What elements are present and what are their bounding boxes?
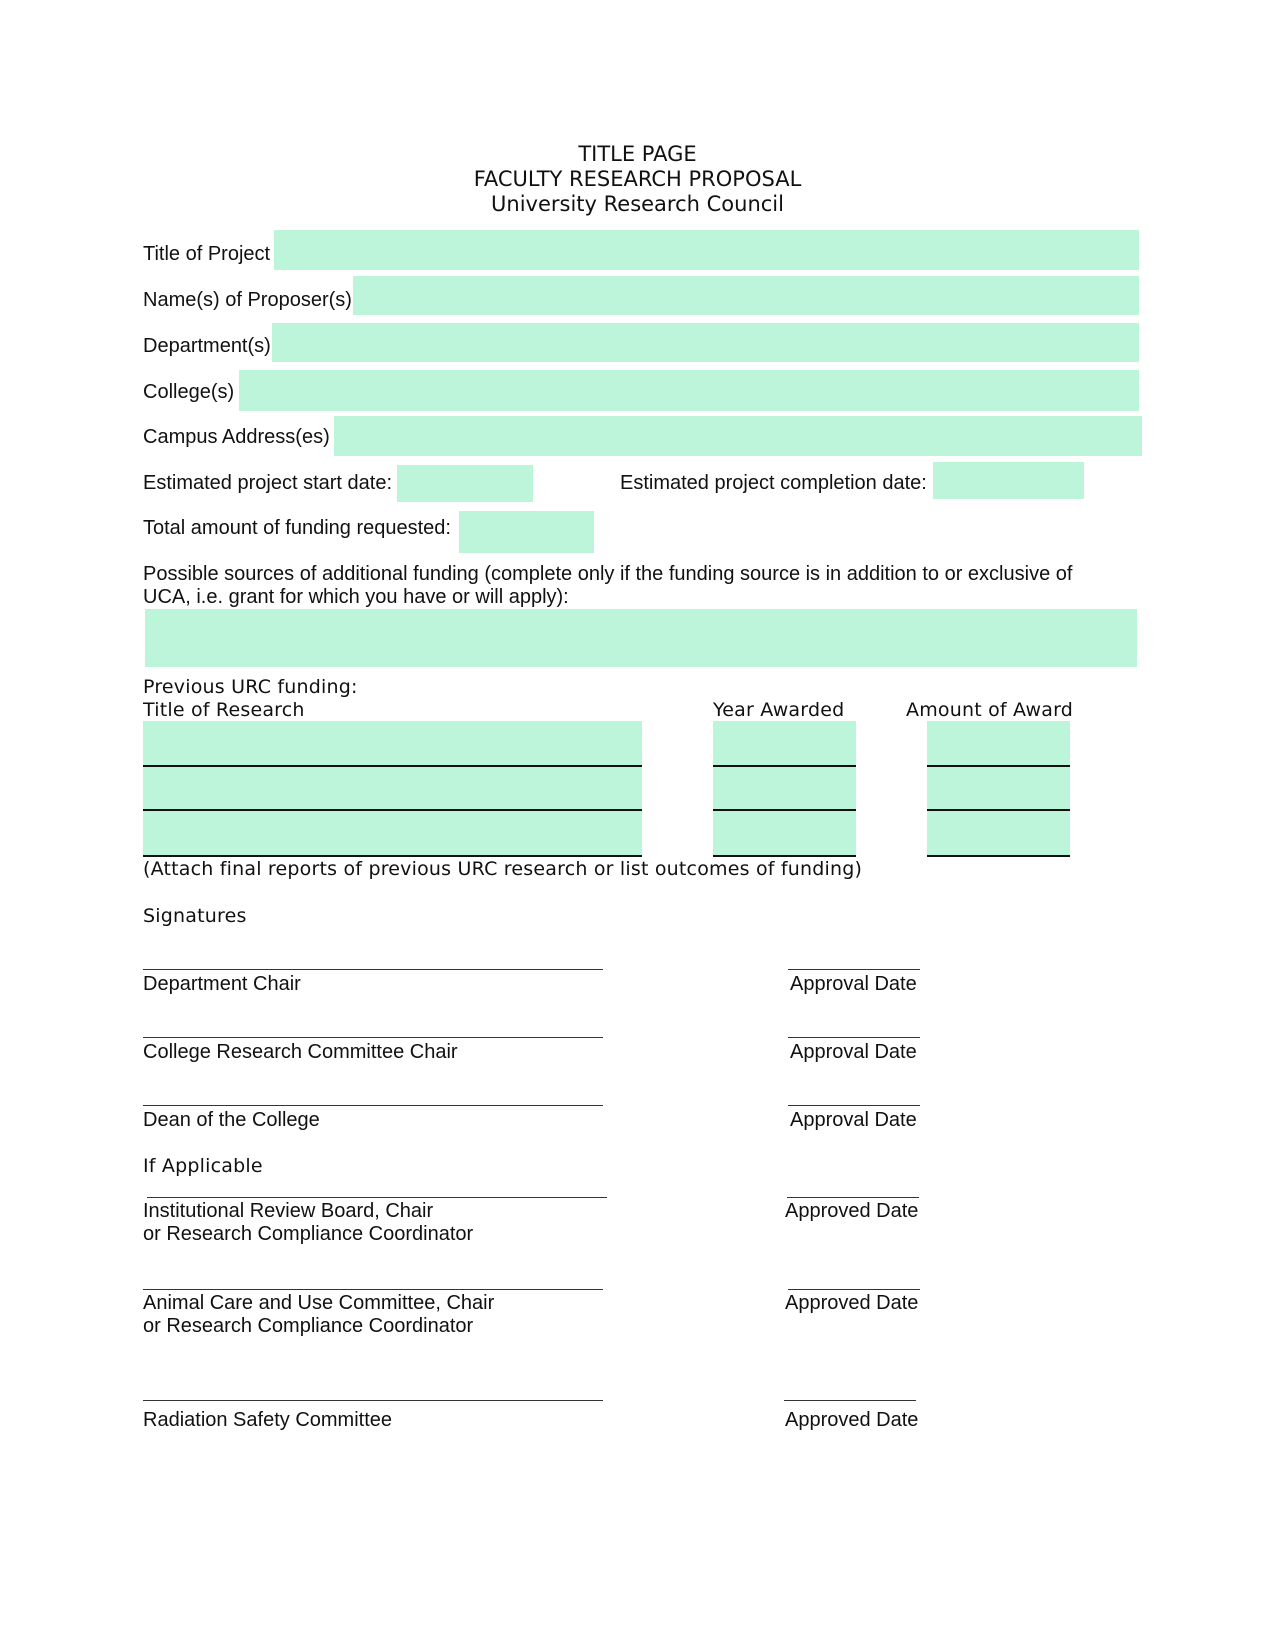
approved-date-label: Approved Date — [785, 1292, 919, 1314]
page-title: TITLE PAGE — [578, 142, 697, 166]
additional-funding-field[interactable] — [145, 609, 1137, 667]
form-title: FACULTY RESEARCH PROPOSAL — [473, 167, 802, 191]
row-divider — [713, 855, 856, 857]
funding-requested-label: Total amount of funding requested: — [143, 517, 451, 539]
previous-title-field-3[interactable] — [143, 811, 642, 855]
title-of-research-header: Title of Research — [143, 699, 305, 721]
start-date-label: Estimated project start date: — [143, 472, 393, 494]
council-name: University Research Council — [491, 192, 784, 216]
signature-line[interactable] — [143, 969, 603, 970]
previous-year-field-3[interactable] — [713, 811, 856, 855]
if-applicable-heading: If Applicable — [143, 1155, 263, 1177]
attach-reports-note: (Attach final reports of previous URC research or list outcomes of funding) — [143, 858, 863, 880]
signature-line[interactable] — [143, 1037, 603, 1038]
irb-label-line1: Institutional Review Board, Chair — [143, 1200, 434, 1222]
date-line[interactable] — [788, 1105, 920, 1106]
department-field[interactable] — [272, 323, 1139, 362]
year-awarded-header: Year Awarded — [713, 699, 845, 721]
previous-amount-field-1[interactable] — [927, 721, 1070, 765]
irb-label-line2: or Research Compliance Coordinator — [143, 1223, 474, 1245]
signature-line[interactable] — [147, 1197, 607, 1198]
college-label: College(s) — [143, 381, 235, 403]
approval-date-label: Approval Date — [790, 1041, 917, 1063]
previous-amount-field-3[interactable] — [927, 811, 1070, 855]
title-of-project-label: Title of Project — [143, 243, 271, 265]
row-divider — [927, 855, 1070, 857]
amount-of-award-header: Amount of Award — [906, 699, 1074, 721]
campus-address-field[interactable] — [334, 416, 1142, 456]
previous-amount-field-2[interactable] — [927, 767, 1070, 809]
proposers-field[interactable] — [353, 276, 1139, 315]
dean-label: Dean of the College — [143, 1109, 320, 1131]
previous-year-field-2[interactable] — [713, 767, 856, 809]
date-line[interactable] — [787, 1197, 919, 1198]
department-chair-label: Department Chair — [143, 973, 301, 995]
completion-date-field[interactable] — [933, 462, 1084, 499]
animal-care-label-line1: Animal Care and Use Committee, Chair — [143, 1292, 495, 1314]
animal-care-label-line2: or Research Compliance Coordinator — [143, 1315, 474, 1337]
start-date-field[interactable] — [397, 465, 533, 502]
department-label: Department(s) — [143, 335, 271, 357]
additional-funding-label-line1: Possible sources of additional funding (complete only if the funding source is in addition to or exclusive of — [143, 563, 1073, 585]
previous-title-field-2[interactable] — [143, 767, 642, 809]
radiation-safety-label: Radiation Safety Committee — [143, 1409, 393, 1431]
signature-line[interactable] — [143, 1105, 603, 1106]
approval-date-label: Approval Date — [790, 973, 917, 995]
previous-year-field-1[interactable] — [713, 721, 856, 765]
campus-address-label: Campus Address(es) — [143, 426, 330, 448]
date-line[interactable] — [788, 1289, 920, 1290]
funding-requested-field[interactable] — [459, 511, 594, 553]
signatures-heading: Signatures — [143, 905, 247, 927]
previous-title-field-1[interactable] — [143, 721, 642, 765]
title-of-project-field[interactable] — [274, 230, 1139, 270]
date-line[interactable] — [788, 969, 920, 970]
additional-funding-label-line2: UCA, i.e. grant for which you have or will apply): — [143, 586, 569, 608]
approved-date-label: Approved Date — [785, 1200, 919, 1222]
completion-date-label: Estimated project completion date: — [620, 472, 927, 494]
previous-funding-heading: Previous URC funding: — [143, 676, 358, 698]
proposers-label: Name(s) of Proposer(s) — [143, 289, 352, 311]
signature-line[interactable] — [143, 1289, 603, 1290]
date-line[interactable] — [784, 1400, 916, 1401]
college-field[interactable] — [239, 370, 1139, 411]
college-committee-chair-label: College Research Committee Chair — [143, 1041, 458, 1063]
approval-date-label: Approval Date — [790, 1109, 917, 1131]
date-line[interactable] — [788, 1037, 920, 1038]
approved-date-label: Approved Date — [785, 1409, 919, 1431]
signature-line[interactable] — [143, 1400, 603, 1401]
row-divider — [143, 855, 642, 857]
